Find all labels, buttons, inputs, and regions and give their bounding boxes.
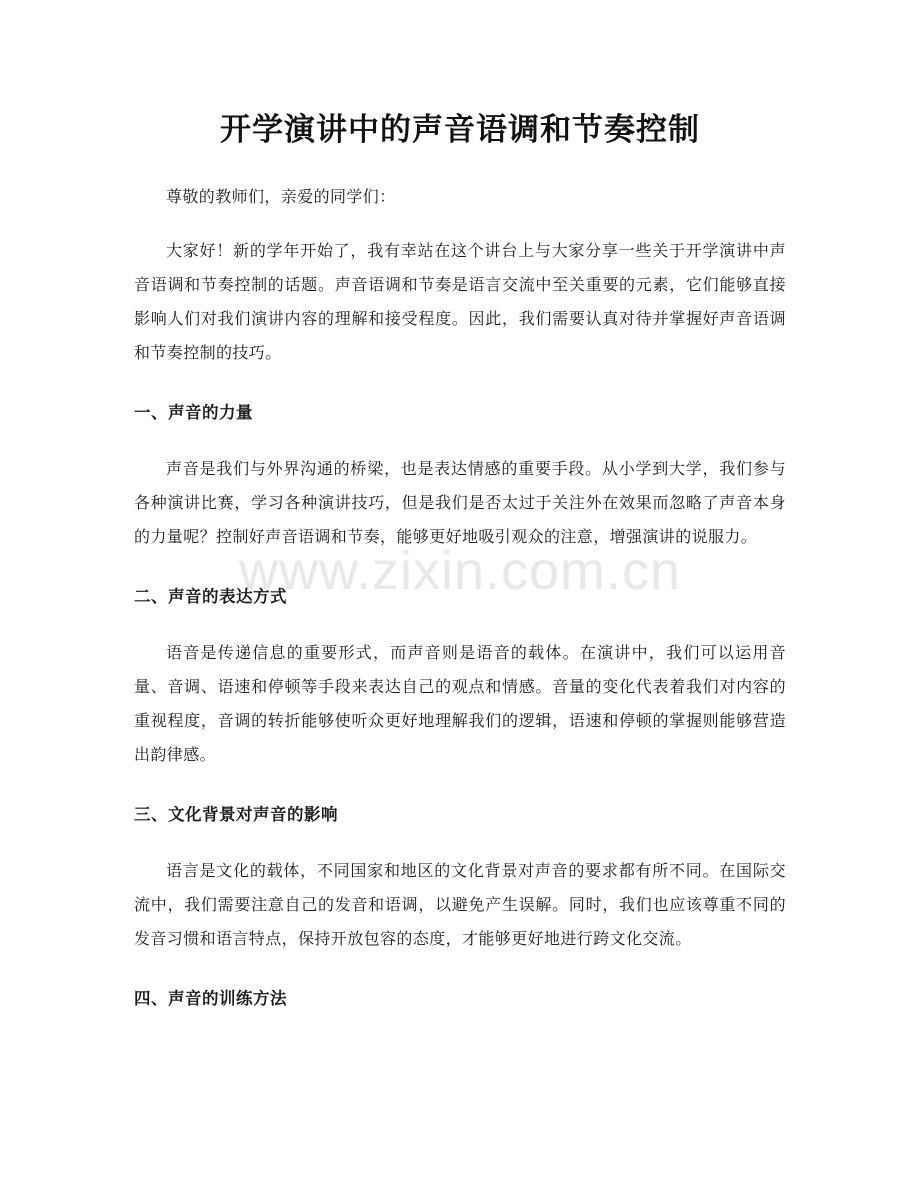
greeting-paragraph: 尊敬的教师们，亲爱的同学们：: [166, 187, 396, 206]
watermark: www.zixin.com.cn: [238, 541, 682, 601]
section-heading-1: 一、声音的力量: [134, 403, 253, 422]
section-heading-4: 四、声音的训练方法: [134, 989, 287, 1008]
page-title: 开学演讲中的声音语调和节奏控制: [220, 112, 700, 148]
intro-paragraph: 大家好！新的学年开始了，我有幸站在这个讲台上与大家分享一些关于开学演讲中声音语调和节奏控制的话题。声音语调和节奏是语言交流中至关重要的元素，它们能够直接影响人们对我们演讲内容的理解和接受程度。因此，我们需要认真对待并掌握好声音语调和节奏控制的技巧。: [134, 241, 786, 362]
section-body-3: 语言是文化的载体，不同国家和地区的文化背景对声音的要求都有所不同。在国际交流中，我们需要注意自己的发音和语调，以避免产生误解。同时，我们也应该尊重不同的发音习惯和语言特点，保持开放包容的态度，才能够更好地进行跨文化交流。: [134, 861, 786, 948]
section-heading-2: 二、声音的表达方式: [134, 587, 287, 606]
section-body-2: 语音是传递信息的重要形式，而声音则是语音的载体。在演讲中，我们可以运用音量、音调、语速和停顿等手段来表达自己的观点和情感。音量的变化代表着我们对内容的重视程度，音调的转折能够使听众更好地理解我们的逻辑，语速和停顿的掌握则能够营造出韵律感。: [134, 643, 786, 764]
document-body: [134, 180, 786, 1038]
section-heading-3: 三、文化背景对声音的影响: [134, 805, 338, 824]
section-body-1: 声音是我们与外界沟通的桥梁，也是表达情感的重要手段。从小学到大学，我们参与各种演讲比赛，学习各种演讲技巧，但是我们是否太过于关注外在效果而忽略了声音本身的力量呢？控制好声音语调和节奏，能够更好地吸引观众的注意，增强演讲的说服力。: [134, 459, 786, 546]
